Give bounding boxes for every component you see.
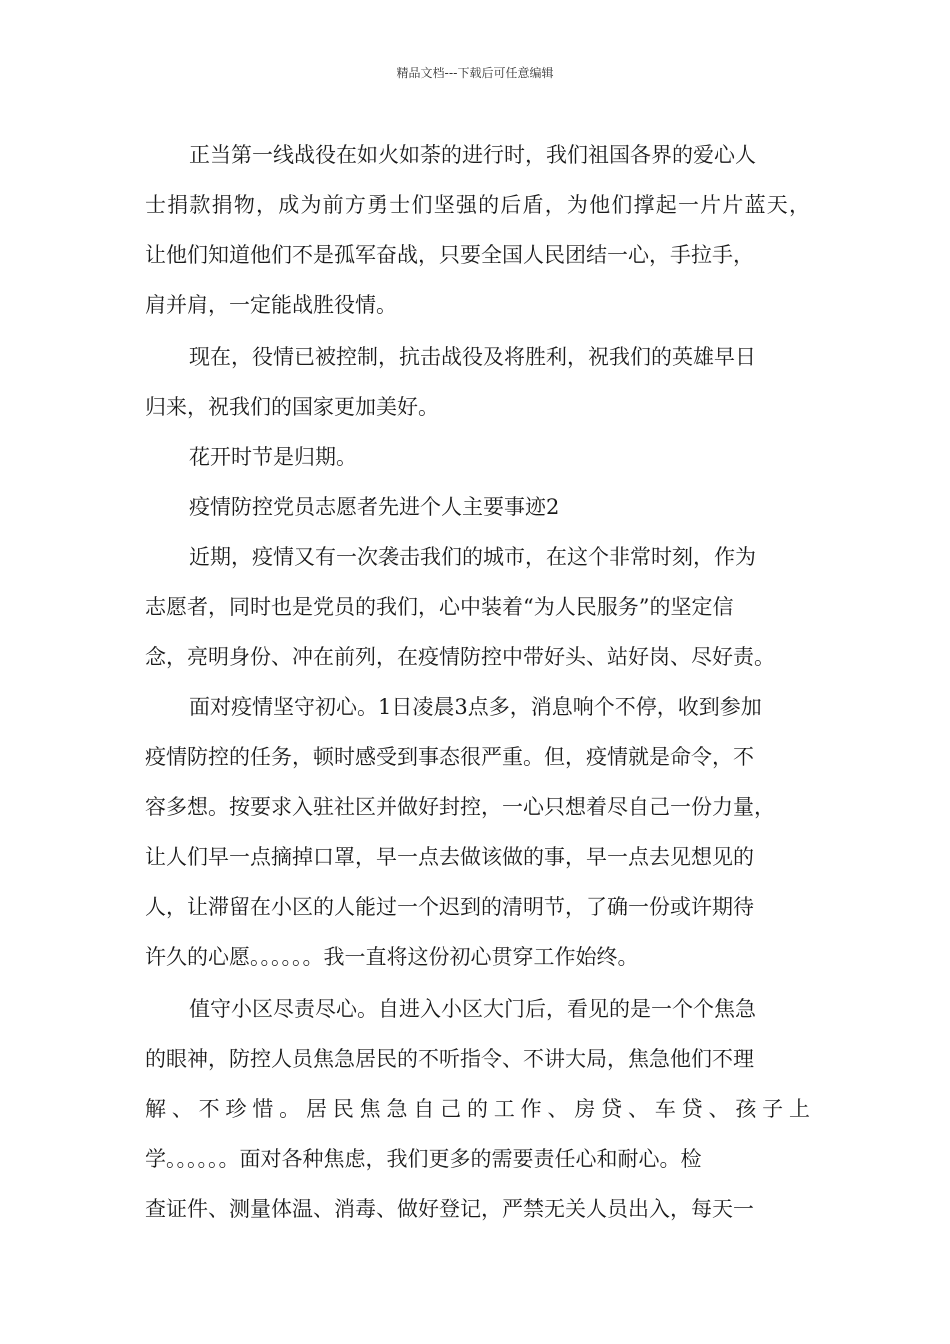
- text-line: 疫情防控的任务，顿时感受到事态很严重。但，疫情就是命令，不: [145, 745, 754, 769]
- text-line: 归来，祝我们的国家更加美好。: [145, 395, 439, 419]
- text-line: 近期，疫情又有一次袭击我们的城市，在这个非常时刻，作为: [189, 545, 756, 569]
- text-line: 的眼神，防控人员焦急居民的不听指令、不讲大局，焦急他们不理: [145, 1047, 754, 1071]
- section-heading: 疫情防控党员志愿者先进个人主要事迹2: [189, 495, 560, 519]
- text-line: 解、不珍惜。居民焦急自己的工作、房贷、车贷、孩子上: [145, 1097, 810, 1121]
- text-line: 容多想。按要求入驻社区并做好封控，一心只想着尽自己一份力量，: [145, 795, 775, 819]
- text-line: 让他们知道他们不是孤军奋战，只要全国人民团结一心，手拉手，: [145, 243, 754, 267]
- text-line: 志愿者，同时也是党员的我们，心中装着“为人民服务”的坚定信: [145, 595, 734, 619]
- text-line: 肩并肩，一定能战胜役情。: [145, 293, 397, 317]
- text-line: 面对疫情坚守初心。1日凌晨3点多，消息响个不停，收到参加: [189, 695, 762, 719]
- text-line: 值守小区尽责尽心。自进入小区大门后，看见的是一个个焦急: [189, 997, 756, 1021]
- text-line: 查证件、测量体温、消毒、做好登记，严禁无关人员出入，每天一: [145, 1197, 754, 1221]
- page-header: 精品文档---下载后可任意编辑: [396, 66, 554, 80]
- text-line: 念，亮明身份、冲在前列，在疫情防控中带好头、站好岗、尽好责。: [145, 645, 775, 669]
- text-line: 让人们早一点摘掉口罩，早一点去做该做的事，早一点去见想见的: [145, 845, 754, 869]
- text-line: 人，让滞留在小区的人能过一个迟到的清明节，了确一份或许期待: [145, 895, 754, 919]
- text-line: 现在，役情已被控制，抗击战役及将胜利，祝我们的英雄早日: [189, 345, 756, 369]
- document-body: [145, 130, 810, 1234]
- text-line: 花开时节是归期。: [189, 445, 357, 469]
- text-line: 学。。。。。。面对各种焦虑，我们更多的需要责任心和耐心。检: [145, 1147, 702, 1171]
- text-line: 正当第一线战役在如火如荼的进行时，我们祖国各界的爱心人: [189, 143, 756, 167]
- text-line: 士捐款捐物，成为前方勇士们坚强的后盾，为他们撑起一片片蓝天，: [145, 193, 810, 217]
- text-line: 许久的心愿。。。。。。我一直将这份初心贯穿工作始终。: [145, 945, 639, 969]
